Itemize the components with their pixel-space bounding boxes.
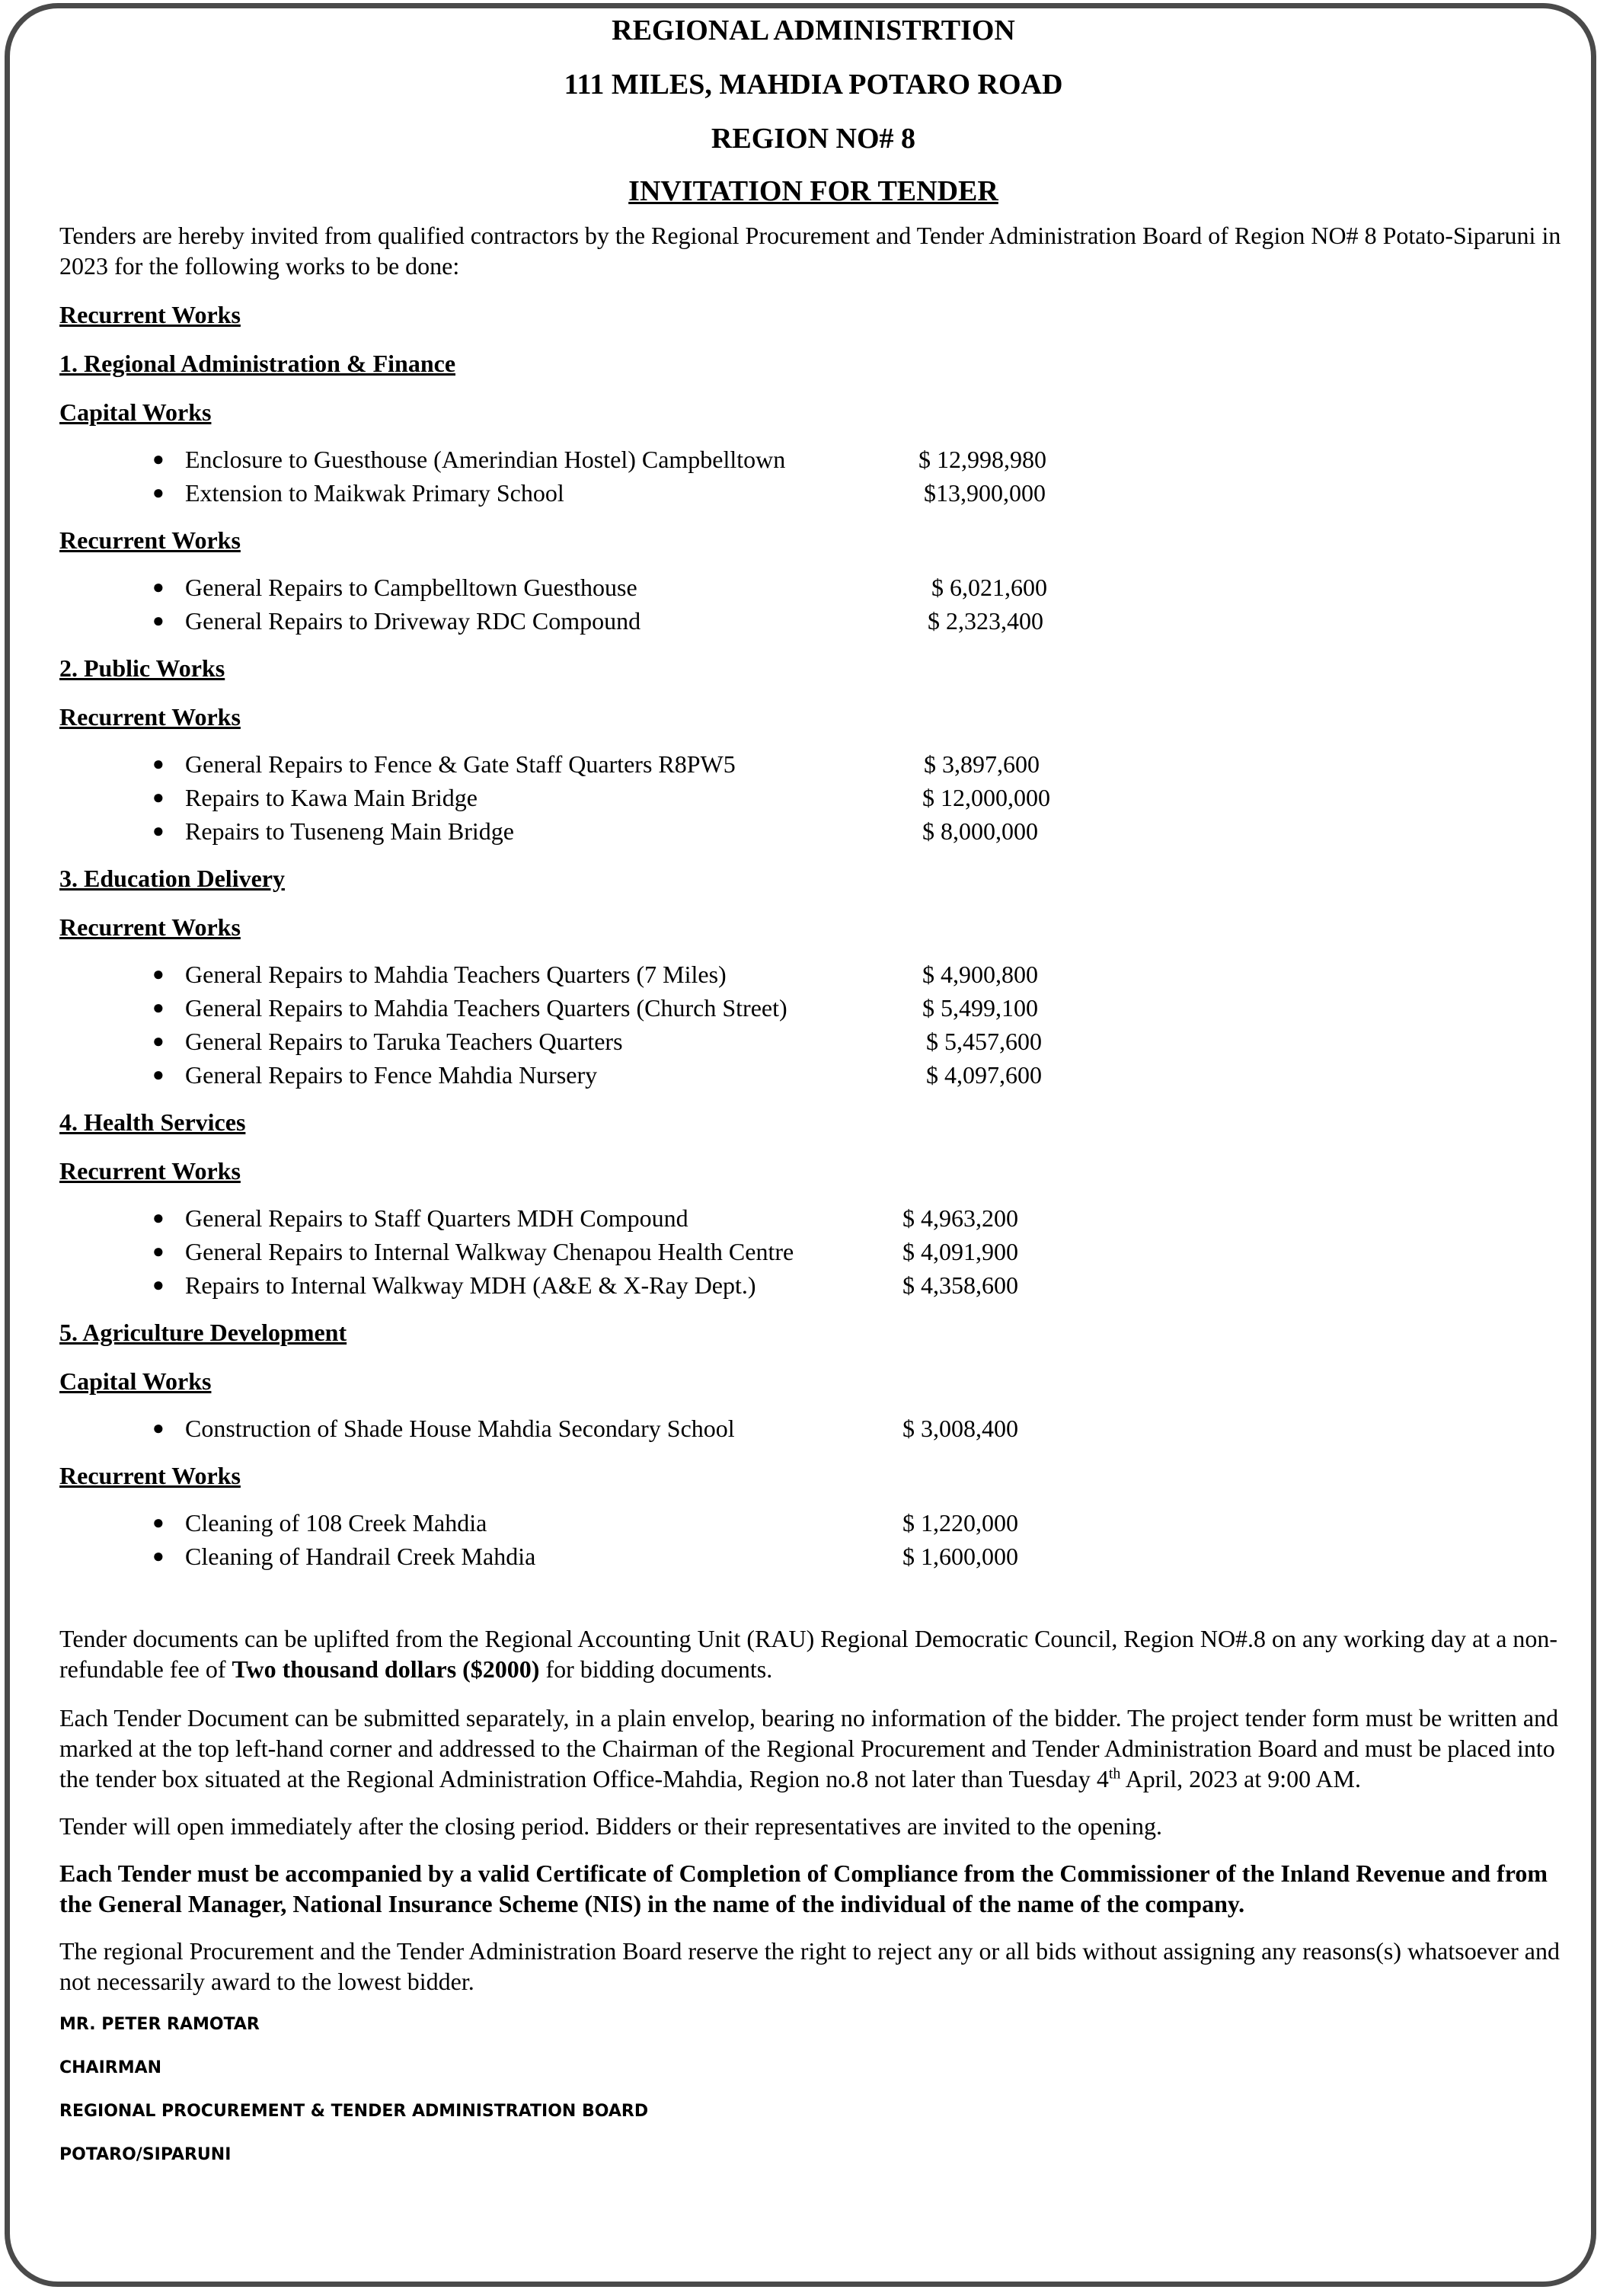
work-amount: $ 3,897,600 (924, 750, 1040, 778)
work-name: General Repairs to Internal Walkway Chenapou Health Centre (185, 1238, 794, 1265)
section-title: 3. Education Delivery (59, 865, 285, 892)
work-amount: $ 5,499,100 (922, 994, 1038, 1022)
work-amount: $ 1,220,000 (902, 1509, 1018, 1537)
page-title: INVITATION FOR TENDER (628, 175, 998, 207)
work-name: Construction of Shade House Mahdia Secondary School (185, 1415, 735, 1442)
work-amount: $ 4,963,200 (902, 1204, 1018, 1232)
work-name: General Repairs to Taruka Teachers Quarters (185, 1028, 623, 1055)
bullet-icon: ● (152, 1063, 165, 1086)
work-name: General Repairs to Campbelltown Guesthouse (185, 574, 637, 601)
header-line-1: REGIONAL ADMINISTRTION (612, 14, 1015, 46)
bullet-icon: ● (152, 963, 165, 985)
list-item (59, 1412, 1567, 1445)
works-list (59, 443, 1567, 510)
bullet-icon: ● (152, 1207, 165, 1229)
work-name: General Repairs to Fence & Gate Staff Quarters R8PW5 (185, 750, 736, 778)
bullet-icon: ● (152, 996, 165, 1018)
bullet-icon: ● (152, 820, 165, 842)
bullet-icon: ● (152, 1030, 165, 1052)
submission-text: Each Tender Document can be submitted separately, in a plain envelop, bearing no information of the bidder. The project tender form must be written and marked at the top left-hand corner and addressed to the Chairman of the Regional Procurement and Tender Administration Board and must be placed into the tender box situated at the Regional Administration Office-Mahdia, Region no.8 not later than Tuesday 4 (59, 1704, 1559, 1792)
works-list (59, 1412, 1567, 1445)
work-name: General Repairs to Fence Mahdia Nursery (185, 1061, 598, 1089)
work-name: General Repairs to Mahdia Teachers Quarters (Church Street) (185, 994, 787, 1022)
documents-paragraph (59, 1623, 1567, 1684)
work-name: General Repairs to Staff Quarters MDH Compound (185, 1204, 688, 1232)
documents-text: Tender documents can be uplifted from the Regional Accounting Unit (RAU) Regional Democratic Council, Region NO#.8 on any working day at a non-refundable fee of (59, 1625, 1558, 1683)
signatory-board: REGIONAL PROCUREMENT & TENDER ADMINISTRATION BOARD (59, 2102, 649, 2121)
bullet-icon: ● (152, 448, 165, 470)
list-item (59, 1268, 1567, 1302)
bullet-icon: ● (152, 786, 165, 808)
list-item (59, 814, 1567, 848)
work-name: Repairs to Kawa Main Bridge (185, 784, 478, 811)
group-label: Recurrent Works (59, 1462, 241, 1489)
list-item (59, 1201, 1567, 1235)
works-list (59, 747, 1567, 848)
intro-paragraph: Tenders are hereby invited from qualified contractors by the Regional Procurement and Tender Administration Board of Region NO# 8 Potato-Siparuni in 2023 for the following works to be done: (59, 222, 1561, 280)
section-title: 5. Agriculture Development (59, 1319, 347, 1346)
bullet-icon: ● (152, 1417, 165, 1439)
work-amount: $ 3,008,400 (902, 1415, 1018, 1442)
group-label: Capital Works (59, 398, 212, 426)
work-amount: $ 2,323,400 (928, 607, 1043, 635)
list-item (59, 1058, 1567, 1092)
list-item (59, 991, 1567, 1025)
work-amount: $ 4,900,800 (922, 961, 1038, 988)
bullet-icon: ● (152, 481, 165, 504)
works-list (59, 1506, 1567, 1573)
work-amount: $ 5,457,600 (926, 1028, 1042, 1055)
list-item (59, 1506, 1567, 1540)
work-name: Repairs to Tuseneng Main Bridge (185, 817, 514, 845)
section-title: 2. Public Works (59, 654, 225, 682)
bullet-icon: ● (152, 1545, 165, 1567)
header-line-2: 111 MILES, MAHDIA POTARO ROAD (564, 69, 1063, 101)
work-name: Repairs to Internal Walkway MDH (A&E & X-Ray Dept.) (185, 1271, 756, 1299)
bullet-icon: ● (152, 576, 165, 598)
section-title: 4. Health Services (59, 1108, 246, 1136)
work-amount: $ 4,358,600 (902, 1271, 1018, 1299)
group-label: Recurrent Works (59, 1157, 241, 1185)
list-item (59, 476, 1567, 510)
work-amount: $ 4,091,900 (902, 1238, 1018, 1265)
work-name: General Repairs to Mahdia Teachers Quarters (7 Miles) (185, 961, 727, 988)
list-item (59, 958, 1567, 991)
work-name: Cleaning of Handrail Creek Mahdia (185, 1543, 536, 1570)
works-list (59, 1201, 1567, 1302)
group-label: Recurrent Works (59, 526, 241, 554)
submission-paragraph (59, 1703, 1567, 1794)
list-item (59, 1235, 1567, 1268)
submission-text-end: April, 2023 at 9:00 AM. (1120, 1765, 1361, 1792)
list-item (59, 1025, 1567, 1058)
list-item (59, 747, 1567, 781)
rights-paragraph: The regional Procurement and the Tender Administration Board reserve the right to reject any or all bids without assigning any reasons(s) whatsoever and not necessarily award to the lowest bidder. (59, 1937, 1560, 1995)
bullet-icon: ● (152, 1511, 165, 1533)
list-item (59, 604, 1567, 638)
compliance-paragraph: Each Tender must be accompanied by a valid Certificate of Completion of Compliance from the Commissioner of the Inland Revenue and from the General Manager, National Insurance Scheme (NIS) in the name of the individual of the name of the company. (59, 1860, 1548, 1917)
list-item (59, 443, 1567, 476)
date-suffix: th (1108, 1765, 1121, 1783)
list-item (59, 1540, 1567, 1573)
signatory-name: MR. PETER RAMOTAR (59, 2015, 260, 2034)
fee-text: Two thousand dollars ($2000) (232, 1655, 540, 1683)
group-label: Recurrent Works (59, 913, 241, 941)
work-amount: $ 4,097,600 (926, 1061, 1042, 1089)
work-amount: $13,900,000 (924, 479, 1046, 507)
group-label: Recurrent Works (59, 703, 241, 731)
recurrent-works-heading: Recurrent Works (59, 301, 241, 328)
work-name: General Repairs to Driveway RDC Compound (185, 607, 641, 635)
section-title: 1. Regional Administration & Finance (59, 350, 456, 377)
works-list (59, 571, 1567, 638)
bullet-icon: ● (152, 1274, 165, 1296)
works-list (59, 958, 1567, 1092)
work-amount: $ 1,600,000 (902, 1543, 1018, 1570)
header-line-3: REGION NO# 8 (711, 123, 916, 155)
bullet-icon: ● (152, 609, 165, 632)
work-amount: $ 12,998,980 (918, 446, 1046, 473)
work-name: Cleaning of 108 Creek Mahdia (185, 1509, 487, 1537)
opening-paragraph: Tender will open immediately after the closing period. Bidders or their representatives are invited to the opening. (59, 1812, 1162, 1840)
work-amount: $ 8,000,000 (922, 817, 1038, 845)
work-name: Enclosure to Guesthouse (Amerindian Hostel) Campbelltown (185, 446, 786, 473)
documents-text-end: for bidding documents. (539, 1655, 773, 1683)
signatory-role: CHAIRMAN (59, 2058, 162, 2077)
work-name: Extension to Maikwak Primary School (185, 479, 564, 507)
tender-notice (59, 14, 1567, 2166)
group-label: Capital Works (59, 1367, 212, 1395)
work-amount: $ 12,000,000 (922, 784, 1050, 811)
bullet-icon: ● (152, 1240, 165, 1262)
work-amount: $ 6,021,600 (931, 574, 1047, 601)
list-item (59, 571, 1567, 604)
bullet-icon: ● (152, 753, 165, 775)
list-item (59, 781, 1567, 814)
signatory-region: POTARO/SIPARUNI (59, 2145, 232, 2164)
